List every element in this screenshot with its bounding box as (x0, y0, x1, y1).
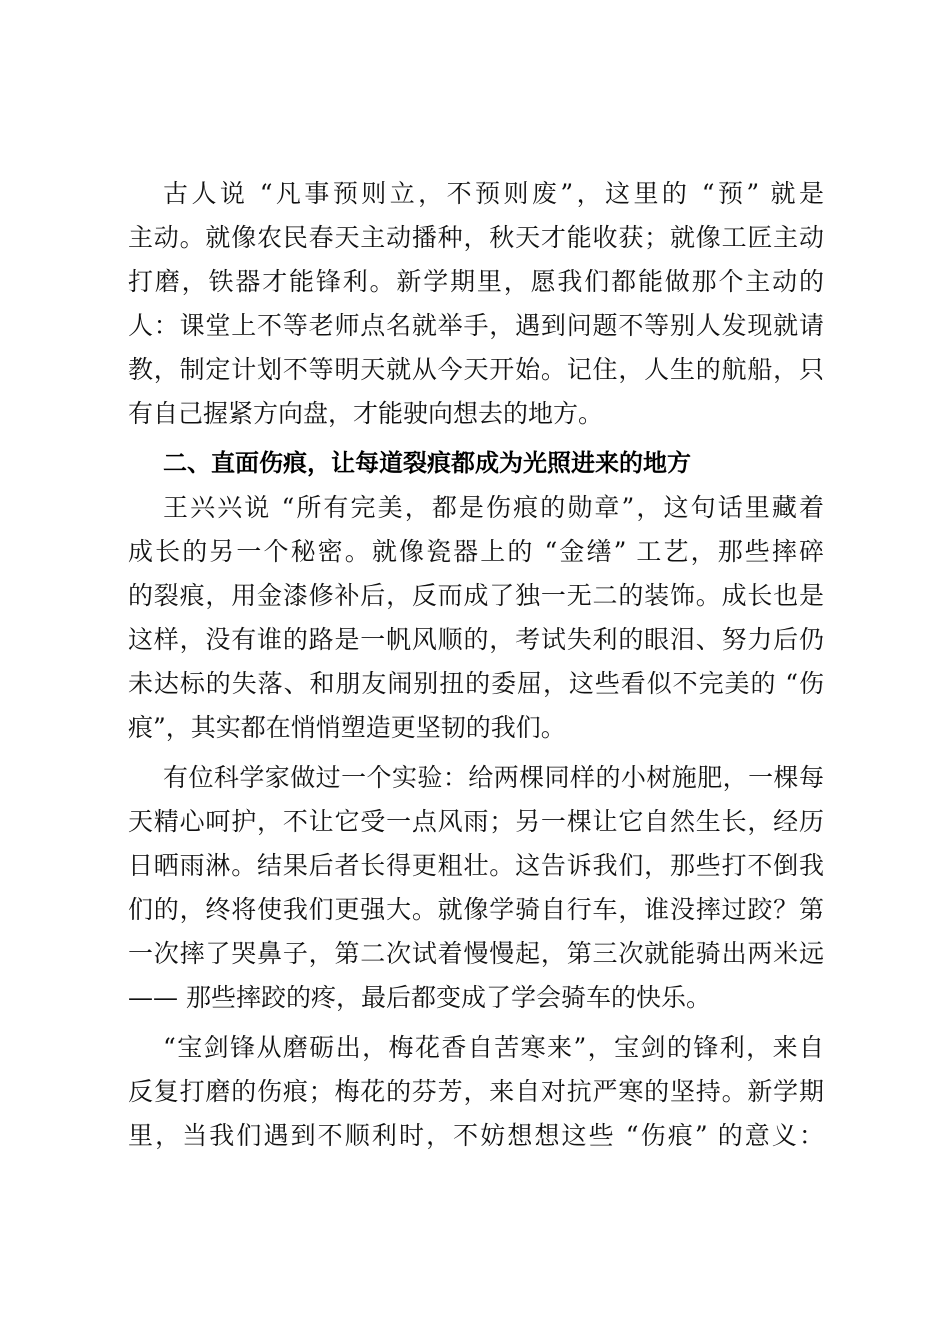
paragraph-1-line-6: 有自己握紧方向盘，才能驶向想去的地方。 (128, 399, 604, 428)
paragraph-2-line-1: 王兴兴说 “所有完美，都是伤痕的勋章”，这句话里藏着 (163, 493, 824, 522)
section-heading: 二、直面伤痕，让每道裂痕都成为光照进来的地方 (163, 449, 691, 477)
paragraph-4-line-1: “宝剑锋从磨砺出，梅花香自苦寒来”，宝剑的锋利，来自 (163, 1033, 824, 1062)
paragraph-3-line-6: —— 那些摔跤的疼，最后都变成了学会骑车的快乐。 (128, 983, 711, 1012)
paragraph-1-line-5: 教，制定计划不等明天就从今天开始。记住，人生的航船，只 (128, 355, 824, 384)
paragraph-1-line-3: 打磨，铁器才能锋利。新学期里，愿我们都能做那个主动的 (128, 267, 824, 296)
paragraph-4-line-3: 里，当我们遇到不顺利时，不妨想想这些 “伤痕” 的意义： (128, 1121, 824, 1150)
paragraph-3-line-5: 一次摔了哭鼻子，第二次试着慢慢起，第三次就能骑出两米远 (128, 939, 824, 968)
paragraph-4-line-2: 反复打磨的伤痕；梅花的芬芳，来自对抗严寒的坚持。新学期 (128, 1077, 824, 1106)
paragraph-1-line-1: 古人说 “凡事预则立，不预则废”，这里的 “预” 就是 (163, 179, 824, 208)
paragraph-3-line-4: 们的，终将使我们更强大。就像学骑自行车，谁没摔过跤？第 (128, 895, 824, 924)
paragraph-2-line-6: 痕”，其实都在悄悄塑造更坚韧的我们。 (128, 713, 566, 742)
paragraph-2-line-2: 成长的另一个秘密。就像瓷器上的 “金缮” 工艺，那些摔碎 (128, 537, 824, 566)
paragraph-1-line-4: 人：课堂上不等老师点名就举手，遇到问题不等别人发现就请 (128, 311, 824, 340)
paragraph-3-line-2: 天精心呵护，不让它受一点风雨；另一棵让它自然生长，经历 (128, 807, 824, 836)
paragraph-2-line-4: 这样，没有谁的路是一帆风顺的，考试失利的眼泪、努力后仍 (128, 625, 824, 654)
paragraph-3-line-1: 有位科学家做过一个实验：给两棵同样的小树施肥，一棵每 (163, 763, 824, 792)
paragraph-3-line-3: 日晒雨淋。结果后者长得更粗壮。这告诉我们，那些打不倒我 (128, 851, 824, 880)
paragraph-2-line-5: 未达标的失落、和朋友闹别扭的委屈，这些看似不完美的 “伤 (128, 669, 824, 698)
paragraph-1-line-2: 主动。就像农民春天主动播种，秋天才能收获；就像工匠主动 (128, 223, 824, 252)
paragraph-2-line-3: 的裂痕，用金漆修补后，反而成了独一无二的装饰。成长也是 (128, 581, 824, 610)
